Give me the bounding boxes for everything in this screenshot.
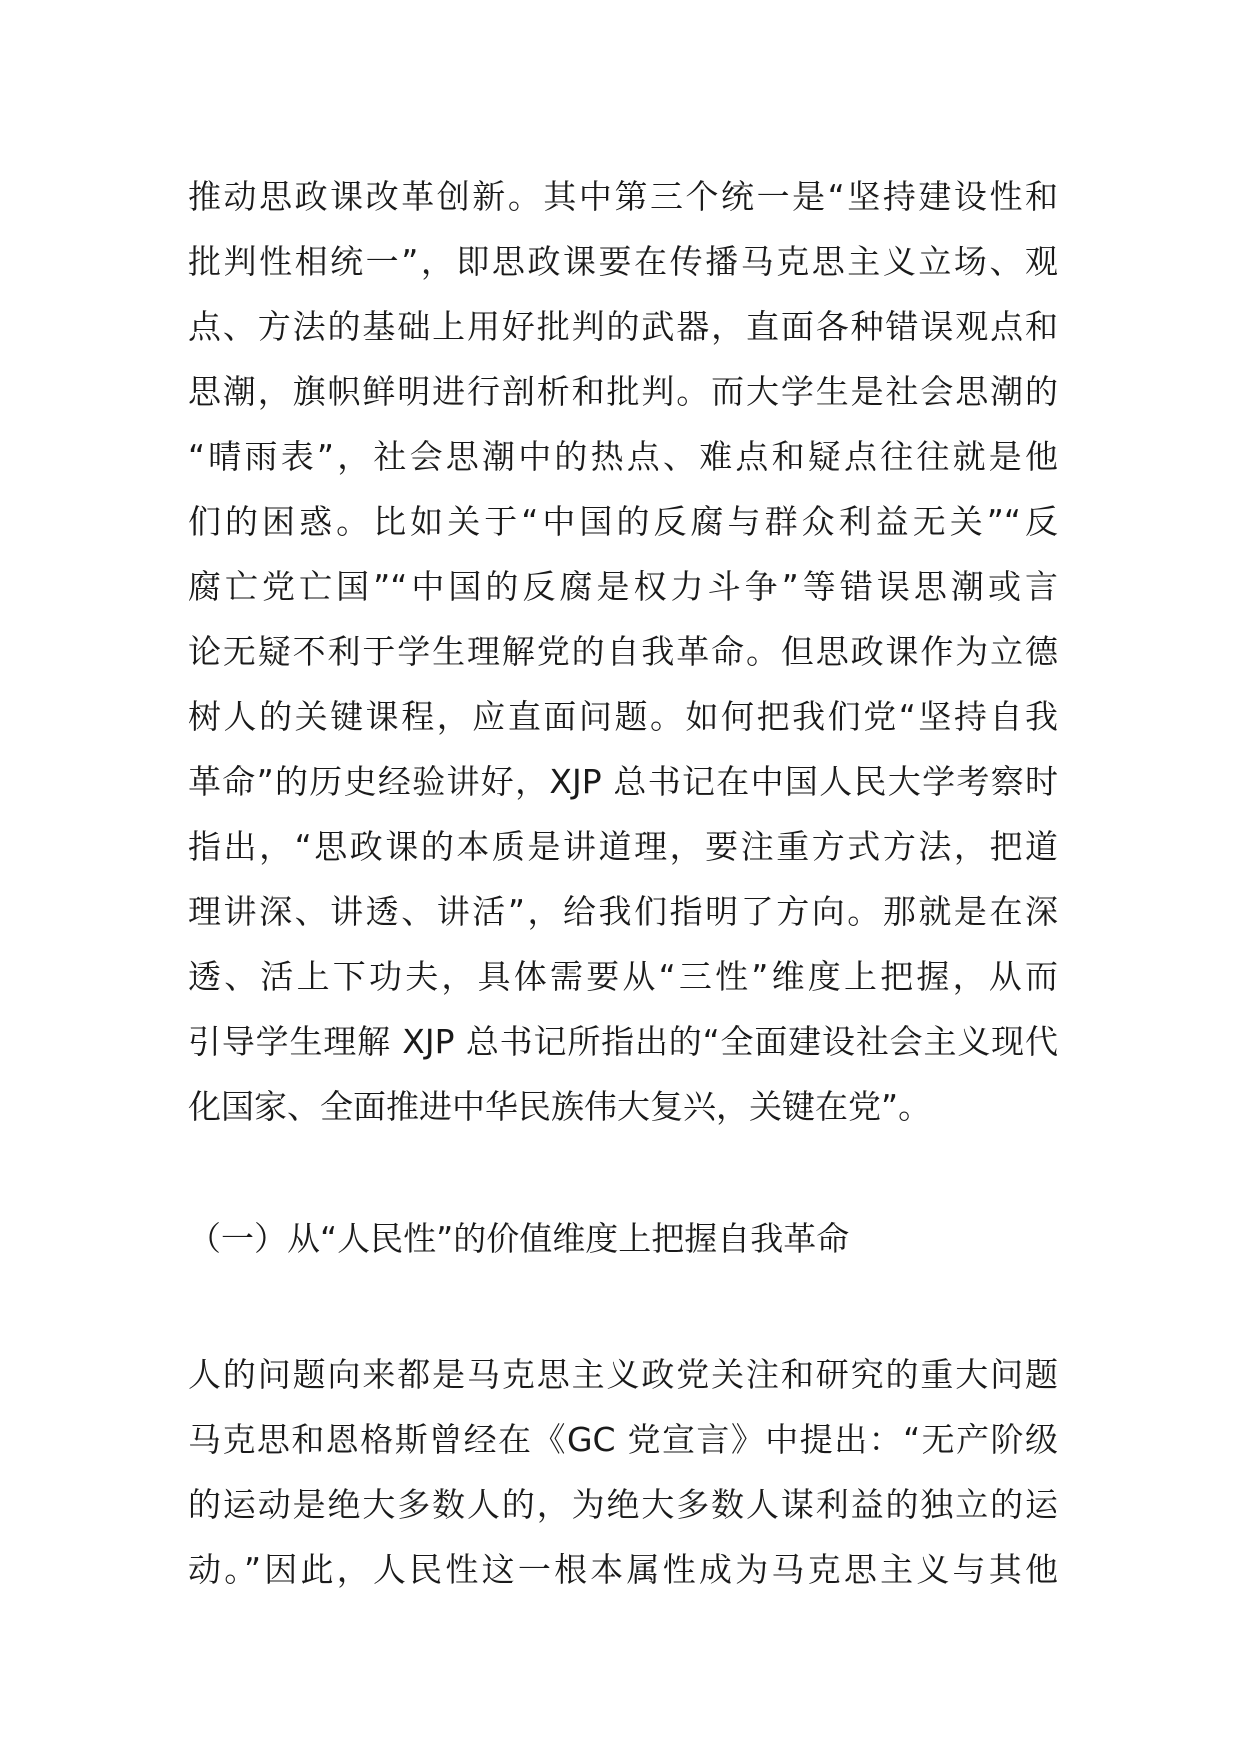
paragraph-line: 马克思和恩格斯曾经在《GC 党宣言》中提出：“无产阶级: [188, 1420, 1058, 1459]
paragraph-line: 引导学生理解 XJP 总书记所指出的“全面建设社会主义现代: [188, 1022, 1058, 1061]
body-paragraph-2: [188, 1342, 1058, 1602]
body-paragraph-1: [188, 164, 1058, 1139]
section-heading-text: （一）从“人民性”的价值维度上把握自我革命: [188, 1219, 850, 1258]
paragraph-line: 批判性相统一”，即思政课要在传播马克思主义立场、观: [188, 242, 1058, 281]
paragraph-line: 树人的关键课程，应直面问题。如何把我们党“坚持自我: [188, 697, 1058, 736]
section-heading: [188, 1206, 1058, 1271]
paragraph-line: 论无疑不利于学生理解党的自我革命。但思政课作为立德: [188, 632, 1058, 671]
paragraph-line: 思潮，旗帜鲜明进行剖析和批判。而大学生是社会思潮的: [188, 372, 1058, 411]
paragraph-line: 动。”因此，人民性这一根本属性成为马克思主义与其他: [188, 1550, 1058, 1589]
paragraph-line: 透、活上下功夫，具体需要从“三性”维度上把握，从而: [188, 957, 1058, 996]
paragraph-line: 革命”的历史经验讲好，XJP 总书记在中国人民大学考察时: [188, 762, 1058, 801]
paragraph-line: 点、方法的基础上用好批判的武器，直面各种错误观点和: [188, 307, 1058, 346]
paragraph-line: 指出，“思政课的本质是讲道理，要注重方式方法，把道: [188, 827, 1058, 866]
paragraph-line: 理讲深、讲透、讲活”，给我们指明了方向。那就是在深: [188, 892, 1058, 931]
paragraph-line: 的运动是绝大多数人的，为绝大多数人谋利益的独立的运: [188, 1485, 1058, 1524]
paragraph-line: 推动思政课改革创新。其中第三个统一是“坚持建设性和: [188, 177, 1058, 216]
paragraph-line: “晴雨表”，社会思潮中的热点、难点和疑点往往就是他: [188, 437, 1058, 476]
paragraph-line: 人的问题向来都是马克思主义政党关注和研究的重大问题: [188, 1355, 1058, 1394]
paragraph-line: 们的困惑。比如关于“中国的反腐与群众利益无关”“反: [188, 502, 1058, 541]
paragraph-line: 腐亡党亡国”“中国的反腐是权力斗争”等错误思潮或言: [188, 567, 1058, 606]
paragraph-line: 化国家、全面推进中华民族伟大复兴，关键在党”。: [188, 1087, 932, 1126]
